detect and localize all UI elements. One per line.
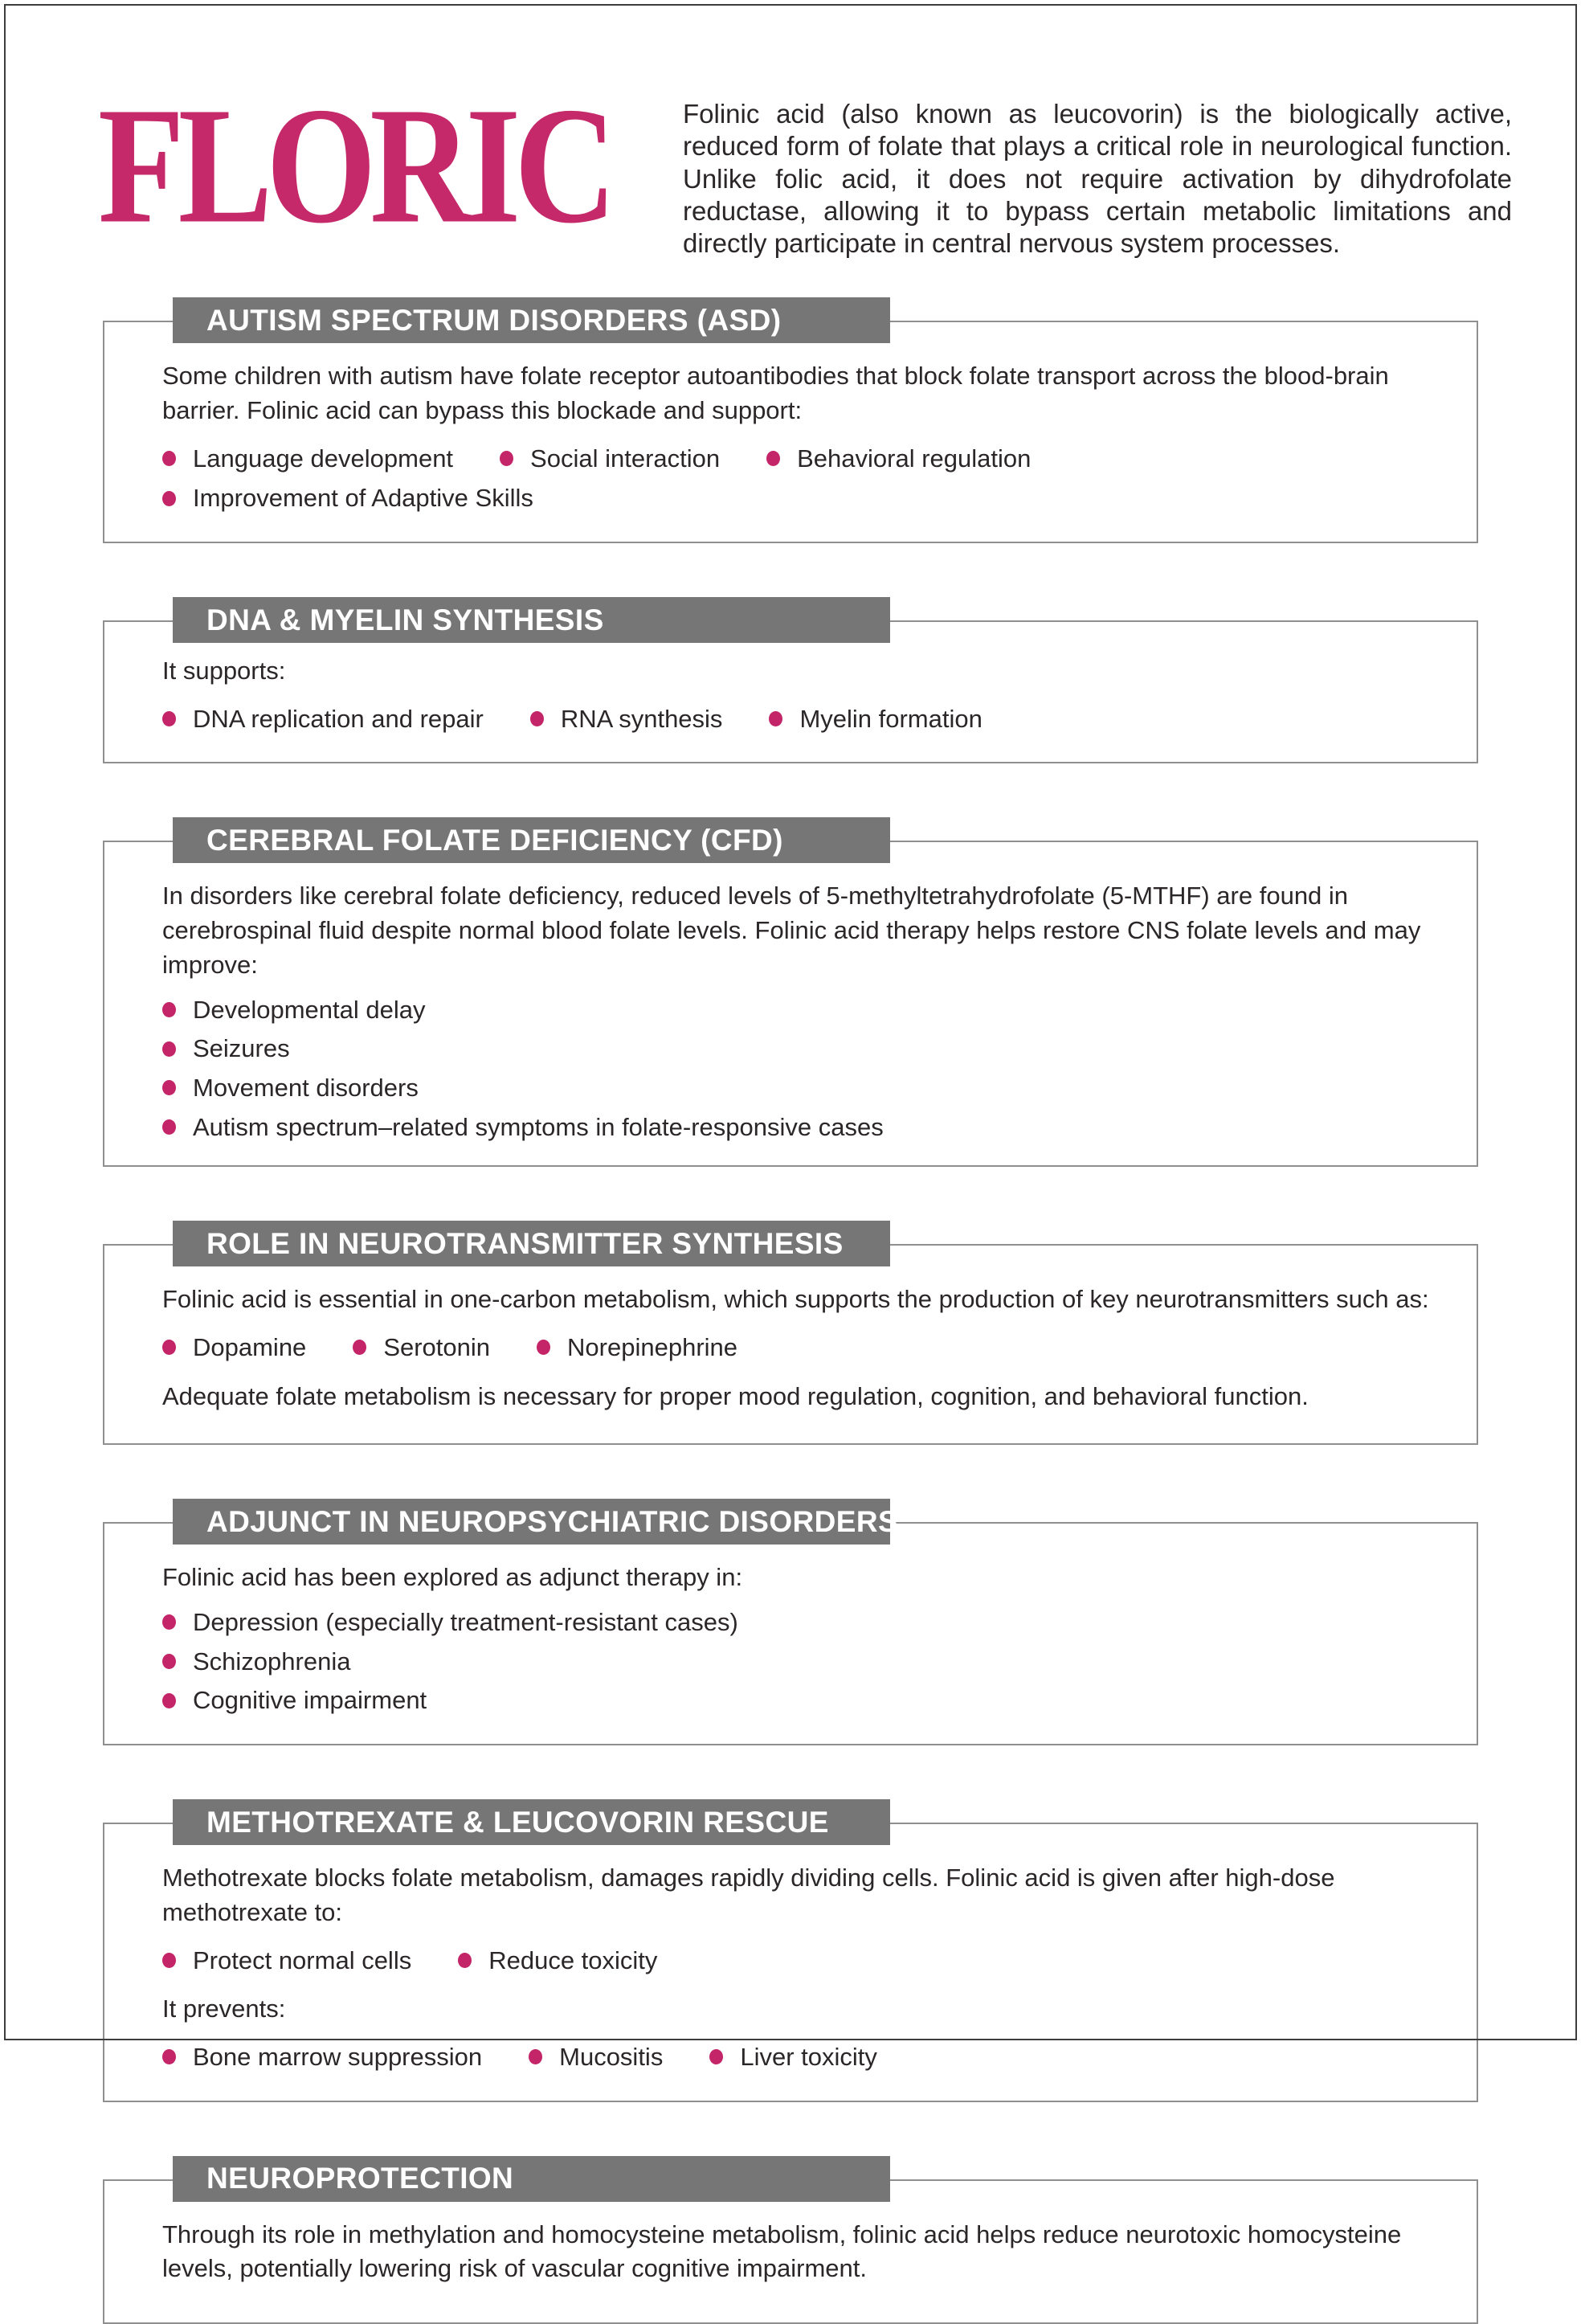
- bullet-item: [162, 996, 1440, 1025]
- bullet-dot-icon: [162, 1340, 176, 1355]
- bullet-label: RNA synthesis: [560, 704, 723, 733]
- bullet-dot-icon: [530, 711, 544, 726]
- bullet-label: Mucositis: [559, 2042, 664, 2071]
- bullet-item: [162, 1113, 1440, 1142]
- section-methotrexate-leucovorin-rescue: [103, 1805, 1478, 2102]
- section-title: ADJUNCT IN NEUROPSYCHIATRIC DISORDERS: [206, 1504, 899, 1538]
- bullet-list: [162, 705, 1440, 734]
- bullet-item: [537, 1333, 737, 1362]
- bullet-label: Serotonin: [383, 1333, 491, 1362]
- bullet-item: [162, 1074, 1440, 1103]
- bullet-dot-icon: [162, 1654, 176, 1669]
- section-header: [173, 597, 890, 643]
- bullet-label: Improvement of Adaptive Skills: [193, 484, 533, 513]
- bullet-label: Protect normal cells: [193, 1946, 412, 1974]
- bullet-dot-icon: [162, 1080, 176, 1095]
- section-header: [173, 297, 890, 343]
- section-header: [173, 1221, 890, 1266]
- bullet-dot-icon: [766, 451, 780, 466]
- section-adjunct-in-neuropsychiatric-disorders: [103, 1504, 1478, 1745]
- bullet-item: [162, 1647, 1440, 1676]
- bullet-item: [530, 705, 723, 734]
- bullet-label: Norepinephrine: [567, 1333, 738, 1362]
- bullet-list: [162, 996, 1440, 1142]
- section-title: NEUROPROTECTION: [206, 2162, 514, 2195]
- section-title: DNA & MYELIN SYNTHESIS: [206, 603, 604, 636]
- section-title: METHOTREXATE & LEUCOVORIN RESCUE: [206, 1805, 829, 1839]
- bullet-label: Schizophrenia: [193, 1647, 351, 1675]
- bullet-dot-icon: [769, 711, 782, 726]
- bullet-dot-icon: [162, 1614, 176, 1630]
- bullet-dot-icon: [500, 451, 513, 466]
- bullet-item: [162, 705, 484, 734]
- bullet-list: [162, 444, 1440, 513]
- bullet-dot-icon: [162, 1953, 176, 1968]
- intro-paragraph: Folinic acid (also known as leucovorin) is the biologically active, reduced form of folate that plays a critical role in neurological function. Unlike folic acid, it does not require activation by dihydrofolate reductase, allowing it to bypass certain metabolic limitations and directly participate in central nervous system processes.: [683, 99, 1512, 258]
- bullet-item: [162, 1946, 411, 1975]
- bullet-dot-icon: [353, 1340, 366, 1355]
- section-body: [103, 841, 1478, 1167]
- bullet-label: Reduce toxicity: [488, 1946, 658, 1974]
- bullet-item: [162, 444, 453, 473]
- section-header: [173, 1799, 890, 1845]
- bullet-dot-icon: [709, 2049, 723, 2064]
- paragraph: In disorders like cerebral folate deficiency, reduced levels of 5-methyltetrahydrofolate (5-MTHF) are found in cerebrospinal fluid despite normal blood folate levels. Folinic acid therapy helps restore CNS folate levels and may improve:: [162, 882, 1421, 979]
- section-header: [173, 2156, 890, 2202]
- section-autism-spectrum-disorders-asd: [103, 303, 1478, 543]
- paragraph: Through its role in methylation and homocysteine metabolism, folinic acid helps reduce neurotoxic homocysteine levels, potentially lowering risk of vascular cognitive impairment.: [162, 2220, 1402, 2283]
- bullet-label: Autism spectrum–related symptoms in folate-responsive cases: [193, 1112, 884, 1141]
- paragraph: It supports:: [162, 657, 286, 685]
- bullet-list: [162, 1946, 1440, 1975]
- bullet-label: Behavioral regulation: [797, 444, 1032, 473]
- bullet-label: Cognitive impairment: [193, 1686, 427, 1715]
- bullet-item: [162, 1686, 1440, 1715]
- section-title: CEREBRAL FOLATE DEFICIENCY (CFD): [206, 823, 783, 857]
- bullet-label: Liver toxicity: [740, 2042, 877, 2071]
- bullet-label: DNA replication and repair: [193, 704, 484, 733]
- bullet-item: [162, 484, 533, 513]
- paragraph: Methotrexate blocks folate metabolism, damages rapidly dividing cells. Folinic acid is given after high-dose methotrexate to:: [162, 1864, 1335, 1926]
- bullet-item: [769, 705, 982, 734]
- bullet-label: Dopamine: [193, 1333, 307, 1362]
- paragraph: It prevents:: [162, 1995, 286, 2023]
- bullet-item: [709, 2043, 877, 2072]
- bullet-item: [500, 444, 720, 473]
- header: [0, 0, 1581, 260]
- bullet-dot-icon: [162, 1002, 176, 1017]
- section-body: [103, 1244, 1478, 1445]
- bullet-item: [458, 1946, 657, 1975]
- section-neuroprotection: [103, 2162, 1478, 2324]
- section-dna-myelin-synthesis: [103, 603, 1478, 763]
- bullet-dot-icon: [162, 711, 176, 726]
- paragraph: Folinic acid is essential in one-carbon metabolism, which supports the production of key neurotransmitters such as:: [162, 1285, 1429, 1314]
- section-body: [103, 1522, 1478, 1745]
- bullet-label: Language development: [193, 444, 454, 473]
- section-title: AUTISM SPECTRUM DISORDERS (ASD): [206, 303, 782, 337]
- paragraph: Some children with autism have folate receptor autoantibodies that block folate transport across the blood-brain barrier. Folinic acid can bypass this blockade and support:: [162, 362, 1389, 425]
- bullet-dot-icon: [162, 1041, 176, 1057]
- section-role-in-neurotransmitter-synthesis: [103, 1226, 1478, 1445]
- sections-container: [103, 303, 1478, 2323]
- paragraph: Adequate folate metabolism is necessary for proper mood regulation, cognition, and behavioral function.: [162, 1381, 1309, 1410]
- bullet-item: [162, 1333, 306, 1362]
- bullet-list: [162, 2043, 1440, 2072]
- bullet-label: Developmental delay: [193, 995, 426, 1024]
- bullet-dot-icon: [529, 2049, 542, 2064]
- bullet-dot-icon: [162, 1693, 176, 1708]
- bullet-list: [162, 1333, 1440, 1362]
- section-header: [173, 817, 890, 863]
- bullet-item: [353, 1333, 490, 1362]
- bullet-item: [766, 444, 1031, 473]
- section-title: ROLE IN NEUROTRANSMITTER SYNTHESIS: [206, 1226, 844, 1260]
- section-cerebral-folate-deficiency-cfd: [103, 823, 1478, 1167]
- bullet-label: Bone marrow suppression: [193, 2042, 483, 2071]
- bullet-dot-icon: [537, 1340, 550, 1355]
- bullet-item: [162, 2043, 482, 2072]
- bullet-dot-icon: [162, 2049, 176, 2064]
- bullet-dot-icon: [458, 1953, 472, 1968]
- bullet-label: Movement disorders: [193, 1074, 419, 1103]
- section-body: [103, 1823, 1478, 2102]
- paragraph: Folinic acid has been explored as adjunct therapy in:: [162, 1563, 743, 1592]
- bullet-item: [162, 1034, 1440, 1063]
- section-body: [103, 321, 1478, 543]
- bullet-label: Myelin formation: [799, 704, 983, 733]
- bullet-dot-icon: [162, 451, 176, 466]
- bullet-dot-icon: [162, 1119, 176, 1135]
- bullet-label: Social interaction: [530, 444, 721, 473]
- bullet-item: [529, 2043, 663, 2072]
- bullet-list: [162, 1608, 1440, 1715]
- bullet-label: Seizures: [193, 1034, 290, 1063]
- bullet-dot-icon: [162, 491, 176, 506]
- section-header: [173, 1499, 899, 1545]
- bullet-label: Depression (especially treatment-resistant cases): [193, 1608, 738, 1637]
- bullet-item: [162, 1608, 1440, 1637]
- brand-logo: FLORIC: [98, 73, 611, 259]
